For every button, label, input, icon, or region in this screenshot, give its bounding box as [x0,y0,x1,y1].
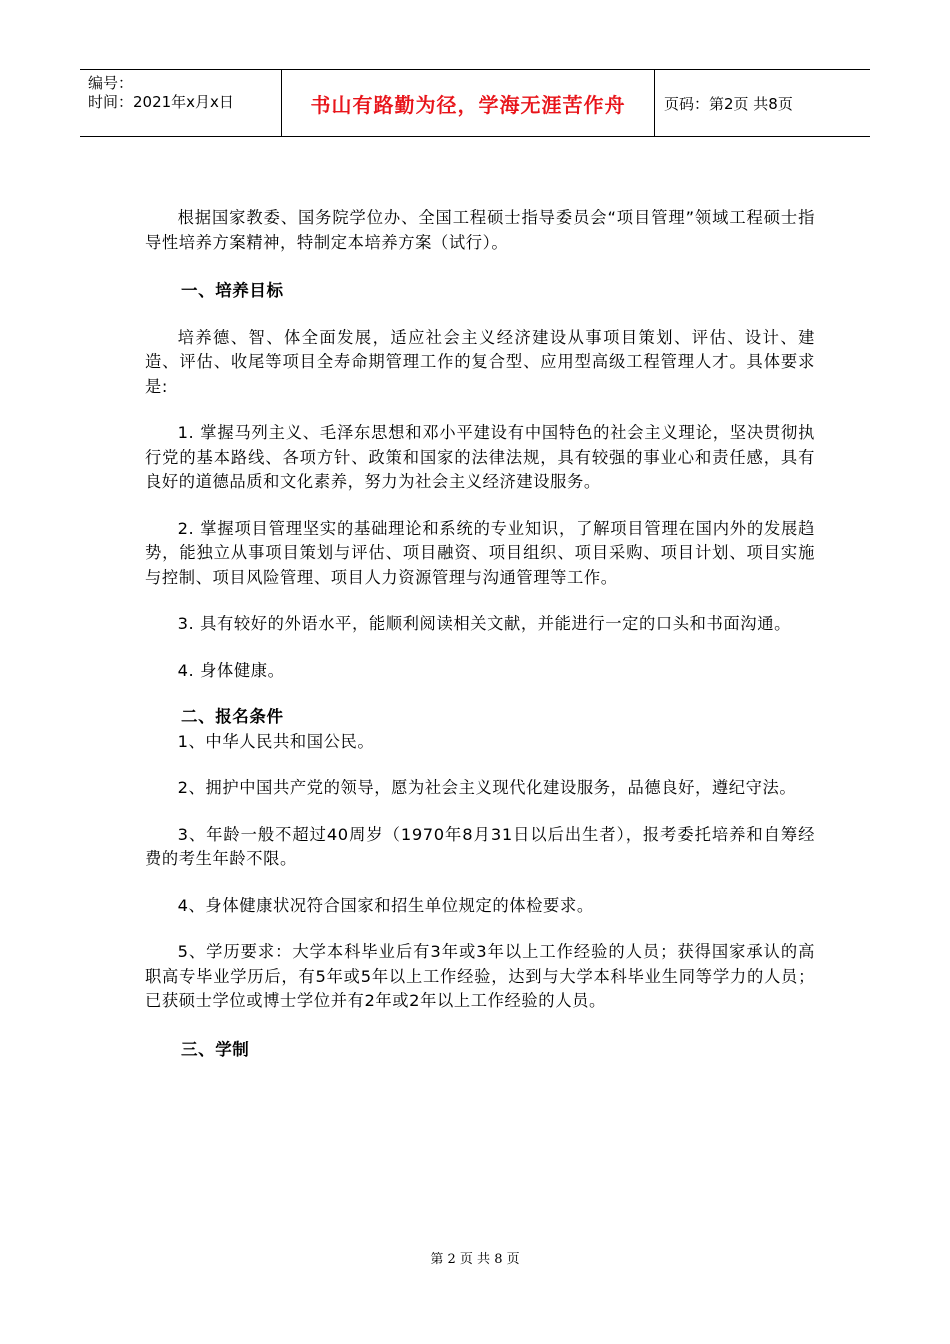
header-motto-cell [282,70,655,136]
page-header [80,69,870,137]
header-page-cell [655,70,870,136]
requirements-item: 1、中华人民共和国公民。 [177,731,375,751]
goals-item: 2. 掌握项目管理坚实的基础理论和系统的专业知识，了解项目管理在国内外的发展趋势，能独立从事项目策划与评估、项目融资、项目组织、项目采购、项目计划、项目实施与控制、项目风险管理、项目人力资源管理与沟通管理等工作。 [145,518,815,587]
requirements-item: 2、拥护中国共产党的领导，愿为社会主义现代化建设服务，品德良好，遵纪守法。 [177,778,797,797]
requirements-item: 5、学历要求：大学本科毕业后有3年或3年以上工作经验的人员；获得国家承认的高职高专毕业学历后，有5年或5年以上工作经验，达到与大学本科毕业生同等学力的人员；已获硕士学位或博士学位并有2年或2年以上工作经验的人员。 [145,942,815,1010]
requirements-item: 4、身体健康状况符合国家和招生单位规定的体检要求。 [177,895,594,915]
requirements-item: 3、年龄一般不超过40周岁（1970年8月31日以后出生者），报考委托培养和自筹经费的考生年龄不限。 [145,824,815,868]
goals-item: 1. 掌握马列主义、毛泽东思想和邓小平建设有中国特色的社会主义理论，坚决贯彻执行党的基本路线、各项方针、政策和国家的法律法规，具有较强的事业心和责任感，具有良好的道德品质和文化素养，努力为社会主义经济建设服务。 [145,423,815,491]
date-label: 时间：2021年x月x日 [88,93,234,111]
header-meta-cell [80,70,282,136]
goals-lead-paragraph: 培养德、智、体全面发展，适应社会主义经济建设从事项目策划、评估、设计、建造、评估、收尾等项目全寿命期管理工作的复合型、应用型高级工程管理人才。具体要求是: [145,327,815,396]
document-body [145,206,815,1062]
goals-item: 4. 身体健康。 [177,660,285,680]
goals-item: 3. 具有较好的外语水平，能顺利阅读相关文献，并能进行一定的口头和书面沟通。 [177,614,791,633]
motto-text: 书山有路勤为径，学海无涯苦作舟 [310,92,626,117]
section-heading-duration: 三、学制 [181,1039,250,1059]
page-footer: 第 2 页 共 8 页 [430,1252,520,1267]
number-label: 编号： [88,74,134,92]
section-heading-goals: 一、培养目标 [181,281,284,300]
intro-paragraph: 根据国家教委、国务院学位办、全国工程硕士指导委员会“项目管理”领域工程硕士指导性培养方案精神，特制定本培养方案（试行）。 [145,208,815,252]
page-label: 页码：第2页 共8页 [664,94,793,113]
section-heading-requirements: 二、报名条件 [181,707,284,726]
